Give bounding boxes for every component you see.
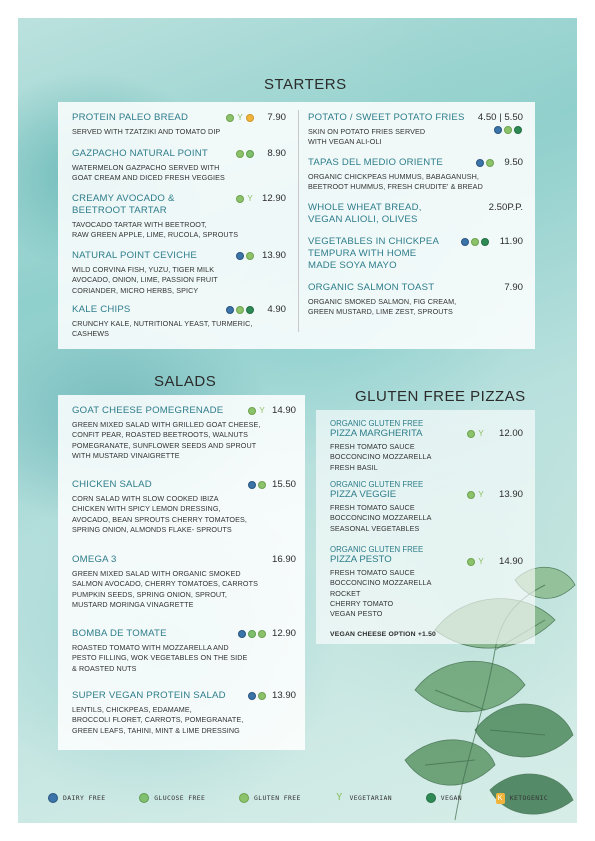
diet-icons — [467, 430, 485, 438]
item-price: 8.90 — [267, 148, 286, 159]
diet-icons — [461, 238, 489, 246]
item-name-line3: MADE SOYA MAYO — [308, 260, 397, 271]
item-desc: RAW GREEN APPLE, LIME, RUCOLA, SPROUTS — [72, 230, 239, 240]
item-desc: SKIN ON POTATO FRIES SERVED — [308, 127, 426, 136]
diet-icons — [467, 491, 485, 499]
vegetarian-icon: Y — [336, 792, 343, 803]
item-desc: POMEGRANATE, SUNFLOWER SEEDS AND SPROUT — [72, 440, 257, 450]
item-desc: LENTILS, CHICKPEAS, EDAMAME, — [72, 705, 192, 714]
vegan-icon — [426, 793, 436, 803]
item-name-line2: TEMPURA WITH HOME — [308, 248, 417, 259]
item-desc: AVOCADO, BEAN SPROUTS CHERRY TOMATOES, — [72, 514, 248, 524]
item-desc: SPRING ONION, ALMONDS FLAKE- SPROUTS — [72, 524, 232, 534]
legend-item — [426, 793, 462, 803]
item-name: POTATO / SWEET POTATO FRIES — [308, 112, 465, 123]
dairy-free-icon — [476, 159, 484, 167]
item-name: PROTEIN PALEO BREAD — [72, 112, 189, 123]
dairy-free-icon — [226, 306, 234, 314]
item-subtitle: ORGANIC GLUTEN FREE — [330, 545, 424, 554]
gluten-free-icon — [226, 114, 234, 122]
menu-item — [330, 480, 470, 534]
item-price: 12.90 — [271, 628, 296, 639]
legend-label: VEGETARIAN — [349, 794, 392, 802]
item-desc: WITH MUSTARD VINAIGRETTE — [72, 450, 180, 460]
item-name-line2: VEGAN ALIOLI, OLIVES — [308, 214, 418, 225]
gluten-free-icon — [471, 238, 479, 246]
menu-item — [308, 282, 523, 318]
dairy-free-icon — [461, 238, 469, 246]
legend-label: GLUCOSE FREE — [154, 794, 206, 802]
dairy-free-icon — [236, 252, 244, 260]
item-price: 11.90 — [499, 236, 523, 247]
menu-item — [330, 419, 470, 473]
item-desc: PUMPKIN SEEDS, SPRING ONION, SPROUT, — [72, 589, 227, 599]
page-border-top — [0, 0, 595, 18]
item-name: OMEGA 3 — [72, 554, 117, 565]
gluten-free-icon — [467, 558, 475, 566]
item-name: CREAMY AVOCADO & — [72, 193, 175, 204]
vegan-icon — [481, 238, 489, 246]
item-desc: PESTO FILLING, WOK VEGETABLES ON THE SIDE — [72, 653, 248, 663]
item-desc: ROASTED TOMATO WITH MOZZARELLA AND — [72, 643, 229, 652]
item-desc: CRUNCHY KALE, NUTRITIONAL YEAST, TURMERIC, — [72, 319, 253, 328]
item-price: 9.50 — [504, 157, 523, 168]
item-name: SUPER VEGAN PROTEIN SALAD — [72, 690, 226, 701]
item-price: 16.90 — [271, 554, 296, 565]
gluten-free-icon — [248, 407, 256, 415]
item-name: PIZZA PESTO — [330, 554, 392, 565]
item-desc: AVOCADO, ONION, LIME, PASSION FRUIT — [72, 275, 218, 285]
item-desc: BOCCONCINO MOZZARELLA — [330, 513, 432, 523]
vegetarian-icon: Y — [478, 490, 484, 499]
gluten-free-icon — [236, 306, 244, 314]
item-desc: FRESH BASIL — [330, 462, 378, 472]
legend-item — [48, 793, 105, 803]
item-subtitle: ORGANIC GLUTEN FREE — [330, 419, 424, 428]
gluten-free-icon — [504, 126, 512, 134]
gluten-free-icon — [467, 430, 475, 438]
item-desc: ORGANIC SMOKED SALMON, FIG CREAM, — [308, 297, 457, 306]
legend-label: KETOGENIC — [509, 794, 548, 802]
item-desc: WATERMELON GAZPACHO SERVED WITH — [72, 163, 220, 172]
item-name: BOMBA DE TOMATE — [72, 628, 167, 639]
item-desc: GREEN MIXED SALAD WITH GRILLED GOAT CHEESE, — [72, 420, 261, 429]
glucose-free-icon — [139, 793, 149, 803]
item-desc: SEASONAL VEGETABLES — [330, 523, 420, 533]
menu-item — [330, 545, 470, 619]
item-name: PIZZA MARGHERITA — [330, 428, 423, 439]
item-desc: WITH VEGAN ALI-OLI — [308, 137, 382, 147]
item-name: NATURAL POINT CEVICHE — [72, 250, 198, 261]
item-name: PIZZA VEGGIE — [330, 489, 397, 500]
dairy-free-icon — [494, 126, 502, 134]
dairy-free-icon — [248, 481, 256, 489]
item-desc: SALMON AVOCADO, CHERRY TOMATOES, CARROTS — [72, 579, 258, 589]
diet-icons — [494, 126, 522, 134]
salads-title: SALADS — [154, 373, 217, 390]
legend-label: GLUTEN FREE — [254, 794, 301, 802]
item-name: KALE CHIPS — [72, 304, 131, 315]
item-name: TAPAS DEL MEDIO ORIENTE — [308, 157, 444, 168]
starters-title: STARTERS — [264, 76, 347, 93]
item-price: 14.90 — [271, 405, 296, 416]
item-desc: FRESH TOMATO SAUCE — [330, 568, 415, 577]
diet-icons — [476, 159, 494, 167]
vegetarian-icon: Y — [237, 113, 243, 122]
ketogenic-icon: K — [497, 794, 503, 802]
item-subtitle: ORGANIC GLUTEN FREE — [330, 480, 424, 489]
item-price: 7.90 — [267, 112, 286, 123]
item-desc: CASHEWS — [72, 329, 110, 339]
item-desc: ROCKET — [330, 588, 361, 598]
item-desc: CORIANDER, MICRO HERBS, SPICY — [72, 285, 199, 295]
item-price: 12.90 — [261, 193, 286, 204]
vegetarian-icon: Y — [247, 194, 253, 203]
vegetarian-icon: Y — [259, 406, 265, 415]
item-desc: GOAT CREAM AND DICED FRESH VEGGIES — [72, 173, 225, 183]
item-desc: CORN SALAD WITH SLOW COOKED IBIZA — [72, 494, 219, 503]
item-price: 7.90 — [504, 282, 523, 293]
item-desc: CHICKEN WITH SPICY LEMON DRESSING, — [72, 504, 221, 514]
item-desc: FRESH TOMATO SAUCE — [330, 442, 415, 451]
item-price: 2.50P.P. — [488, 202, 523, 213]
menu-item — [72, 554, 294, 610]
item-price: 4.50 | 5.50 — [477, 112, 523, 123]
item-desc: VEGAN PESTO — [330, 609, 383, 619]
page-border-left — [0, 0, 18, 841]
item-desc: GREEN MUSTARD, LIME ZEST, SPROUTS — [308, 307, 453, 317]
legend-item — [496, 793, 548, 804]
diet-legend — [48, 788, 548, 808]
dairy-free-icon — [238, 630, 246, 638]
item-name: GOAT CHEESE POMEGRENADE — [72, 405, 224, 416]
dairy-free-icon — [248, 692, 256, 700]
item-price: 14.90 — [498, 556, 523, 567]
item-name: WHOLE WHEAT BREAD, — [308, 202, 422, 213]
item-desc: SERVED WITH TZATZIKI AND TOMATO DIP — [72, 127, 221, 136]
vegan-cheese-note: VEGAN CHEESE OPTION +1.50 — [330, 631, 437, 638]
legend-item — [239, 793, 301, 803]
legend-label: VEGAN — [440, 794, 462, 802]
item-name-line2: BEETROOT TARTAR — [72, 205, 167, 216]
item-desc: BROCCOLI FLORET, CARROTS, POMEGRANATE, — [72, 715, 244, 725]
gluten-free-icon — [236, 150, 244, 158]
vegetarian-icon: Y — [478, 429, 484, 438]
item-price: 4.90 — [267, 304, 286, 315]
item-name: ORGANIC SALMON TOAST — [308, 282, 435, 293]
item-name: GAZPACHO NATURAL POINT — [72, 148, 208, 159]
menu-item — [308, 236, 458, 272]
item-desc: GREEN MIXED SALAD WITH ORGANIC SMOKED — [72, 569, 241, 578]
item-desc: BOCCONCINO MOZZARELLA — [330, 452, 432, 462]
item-desc: BOCCONCINO MOZZARELLA — [330, 578, 432, 588]
item-name: CHICKEN SALAD — [72, 479, 152, 490]
menu-item — [308, 202, 468, 226]
item-price: 12.00 — [498, 428, 523, 439]
item-desc: BEETROOT HUMMUS, FRESH CRUDITE' & BREAD — [308, 182, 483, 192]
item-desc: & ROASTED NUTS — [72, 663, 137, 673]
glucose-free-icon — [248, 630, 256, 638]
item-desc: CHERRY TOMATO — [330, 598, 394, 608]
page-border-bottom — [0, 823, 595, 841]
item-desc: MUSTARD MORINGA VINAGRETTE — [72, 599, 194, 609]
item-desc: TAVOCADO TARTAR WITH BEETROOT, — [72, 220, 207, 229]
item-price: 13.90 — [261, 250, 286, 261]
dairy-free-icon — [48, 793, 58, 803]
vegan-icon — [514, 126, 522, 134]
item-price: 15.50 — [271, 479, 296, 490]
vegetarian-icon: Y — [478, 557, 484, 566]
page-border-right — [577, 0, 595, 841]
pizzas-title: GLUTEN FREE PIZZAS — [355, 388, 526, 405]
item-price: 13.90 — [271, 690, 296, 701]
legend-item — [335, 793, 392, 803]
gluten-free-icon — [239, 793, 249, 803]
legend-label: DAIRY FREE — [63, 794, 106, 802]
diet-icons — [238, 630, 266, 638]
gluten-free-icon — [236, 195, 244, 203]
gluten-free-icon — [467, 491, 475, 499]
item-desc: ORGANIC CHICKPEAS HUMMUS, BABAGANUSH, — [308, 172, 480, 181]
starters-divider — [298, 110, 299, 332]
item-desc: WILD CORVINA FISH, YUZU, TIGER MILK — [72, 265, 215, 274]
item-desc: GREEN LEAFS, TAHINI, MINT & LIME DRESSING — [72, 725, 240, 735]
diet-icons — [467, 558, 485, 566]
item-name: VEGETABLES IN CHICKPEA — [308, 236, 440, 247]
item-price: 13.90 — [498, 489, 523, 500]
item-desc: CONFIT PEAR, ROASTED BEETROOTS, WALNUTS — [72, 430, 249, 440]
legend-item — [139, 793, 205, 803]
item-desc: FRESH TOMATO SAUCE — [330, 503, 415, 512]
